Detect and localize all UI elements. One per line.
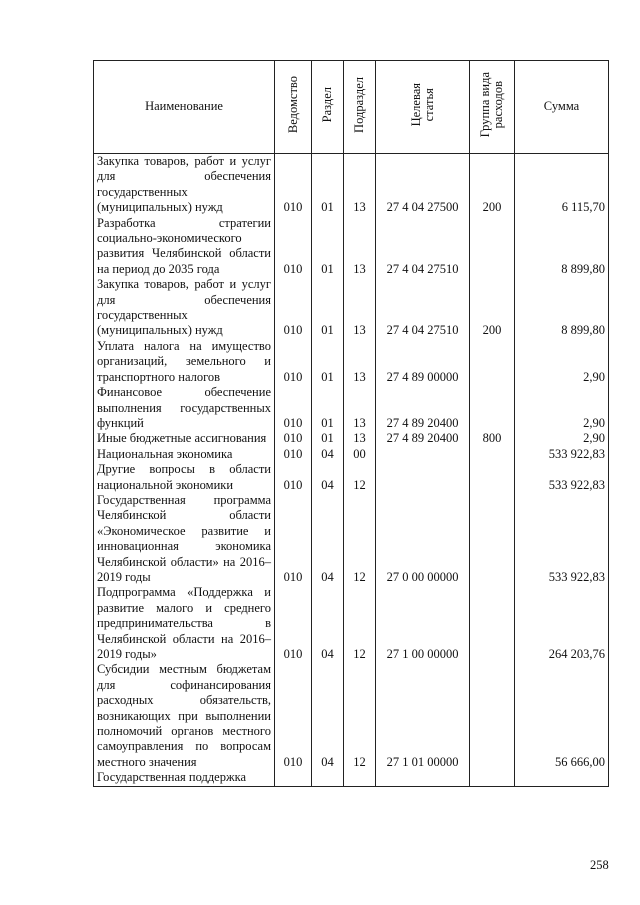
cell-group [470, 662, 515, 770]
cell-razdel: 01 [312, 431, 344, 446]
cell-sum [515, 770, 609, 786]
cell-sum: 8 899,80 [515, 216, 609, 278]
table-row [94, 662, 609, 770]
cell-ved: 010 [275, 154, 312, 216]
cell-ved [275, 770, 312, 786]
cell-podrazdel: 12 [344, 462, 376, 493]
table-row [94, 385, 609, 431]
cell-name: Национальная экономика [94, 447, 275, 462]
cell-ved: 010 [275, 339, 312, 385]
cell-podrazdel: 13 [344, 154, 376, 216]
cell-podrazdel [344, 770, 376, 786]
cell-target: 27 4 89 20400 [376, 431, 470, 446]
cell-razdel: 01 [312, 277, 344, 339]
cell-podrazdel: 13 [344, 385, 376, 431]
cell-name: Иные бюджетные ассигнования [94, 431, 275, 446]
cell-sum: 2,90 [515, 339, 609, 385]
cell-razdel: 04 [312, 585, 344, 662]
header-target-article: Целевая статья [376, 61, 470, 154]
cell-ved: 010 [275, 462, 312, 493]
cell-name: Государственная поддержка [94, 770, 275, 786]
cell-target: 27 4 04 27500 [376, 154, 470, 216]
cell-target: 27 1 01 00000 [376, 662, 470, 770]
cell-target: 27 1 00 00000 [376, 585, 470, 662]
cell-sum: 533 922,83 [515, 462, 609, 493]
cell-group [470, 770, 515, 786]
cell-name: Субсидии местным бюджетам для софинансирования расходных обязательств, возникающих при выполнении полномочий органов местного самоуправления по вопросам местного значения [94, 662, 275, 770]
cell-group [470, 462, 515, 493]
cell-podrazdel: 13 [344, 277, 376, 339]
cell-target: 27 0 00 00000 [376, 493, 470, 585]
cell-razdel: 04 [312, 493, 344, 585]
cell-group [470, 339, 515, 385]
cell-target [376, 770, 470, 786]
cell-razdel: 04 [312, 462, 344, 493]
budget-table [93, 60, 609, 787]
cell-sum: 533 922,83 [515, 493, 609, 585]
cell-ved: 010 [275, 585, 312, 662]
cell-name: Финансовое обеспечение выполнения государственных функций [94, 385, 275, 431]
cell-name: Государственная программа Челябинской области «Экономическое развитие и инновационная экономика Челябинской области» на 2016–2019 годы [94, 493, 275, 585]
header-vedomstvo: Ведомство [275, 61, 312, 154]
cell-name: Разработка стратегии социально-экономического развития Челябинской области на период до 2035 года [94, 216, 275, 278]
cell-name: Закупка товаров, работ и услуг для обеспечения государственных (муниципальных) нужд [94, 154, 275, 216]
cell-podrazdel: 12 [344, 493, 376, 585]
table-row [94, 277, 609, 339]
cell-ved: 010 [275, 385, 312, 431]
cell-podrazdel: 12 [344, 585, 376, 662]
cell-razdel: 01 [312, 154, 344, 216]
cell-name: Подпрограмма «Поддержка и развитие малого и среднего предпринимательства в Челябинской области на 2016–2019 годы» [94, 585, 275, 662]
header-podrazdel: Подраздел [344, 61, 376, 154]
cell-ved: 010 [275, 662, 312, 770]
cell-sum: 533 922,83 [515, 447, 609, 462]
cell-group [470, 585, 515, 662]
cell-sum: 2,90 [515, 431, 609, 446]
cell-podrazdel: 13 [344, 431, 376, 446]
header-expense-group: Группа вида расходов [470, 61, 515, 154]
header-razdel: Раздел [312, 61, 344, 154]
cell-target [376, 447, 470, 462]
cell-podrazdel: 13 [344, 216, 376, 278]
cell-group [470, 447, 515, 462]
cell-podrazdel: 00 [344, 447, 376, 462]
cell-razdel: 04 [312, 447, 344, 462]
cell-sum: 264 203,76 [515, 585, 609, 662]
table-row [94, 585, 609, 662]
header-sum: Сумма [515, 61, 609, 154]
cell-razdel: 04 [312, 662, 344, 770]
table-row [94, 462, 609, 493]
cell-sum: 2,90 [515, 385, 609, 431]
cell-podrazdel: 13 [344, 339, 376, 385]
table-header-row [94, 61, 609, 154]
table-row [94, 431, 609, 446]
table-row [94, 154, 609, 216]
cell-group [470, 385, 515, 431]
cell-razdel [312, 770, 344, 786]
cell-group: 800 [470, 431, 515, 446]
table-row [94, 493, 609, 585]
cell-razdel: 01 [312, 216, 344, 278]
cell-name: Закупка товаров, работ и услуг для обеспечения государственных (муниципальных) нужд [94, 277, 275, 339]
cell-group: 200 [470, 277, 515, 339]
table-row [94, 339, 609, 385]
cell-group [470, 493, 515, 585]
cell-target [376, 462, 470, 493]
table-row [94, 770, 609, 786]
cell-target: 27 4 89 00000 [376, 339, 470, 385]
cell-target: 27 4 04 27510 [376, 277, 470, 339]
cell-group [470, 216, 515, 278]
table-row [94, 216, 609, 278]
cell-sum: 6 115,70 [515, 154, 609, 216]
cell-razdel: 01 [312, 339, 344, 385]
cell-razdel: 01 [312, 385, 344, 431]
cell-ved: 010 [275, 216, 312, 278]
cell-name: Другие вопросы в области национальной экономики [94, 462, 275, 493]
cell-group: 200 [470, 154, 515, 216]
cell-ved: 010 [275, 447, 312, 462]
cell-target: 27 4 04 27510 [376, 216, 470, 278]
page-number: 258 [590, 858, 609, 872]
table-row [94, 447, 609, 462]
cell-name: Уплата налога на имущество организаций, земельного и транспортного налогов [94, 339, 275, 385]
cell-ved: 010 [275, 431, 312, 446]
cell-ved: 010 [275, 493, 312, 585]
cell-target: 27 4 89 20400 [376, 385, 470, 431]
header-name: Наименование [94, 61, 275, 154]
cell-podrazdel: 12 [344, 662, 376, 770]
cell-sum: 56 666,00 [515, 662, 609, 770]
cell-sum: 8 899,80 [515, 277, 609, 339]
cell-ved: 010 [275, 277, 312, 339]
